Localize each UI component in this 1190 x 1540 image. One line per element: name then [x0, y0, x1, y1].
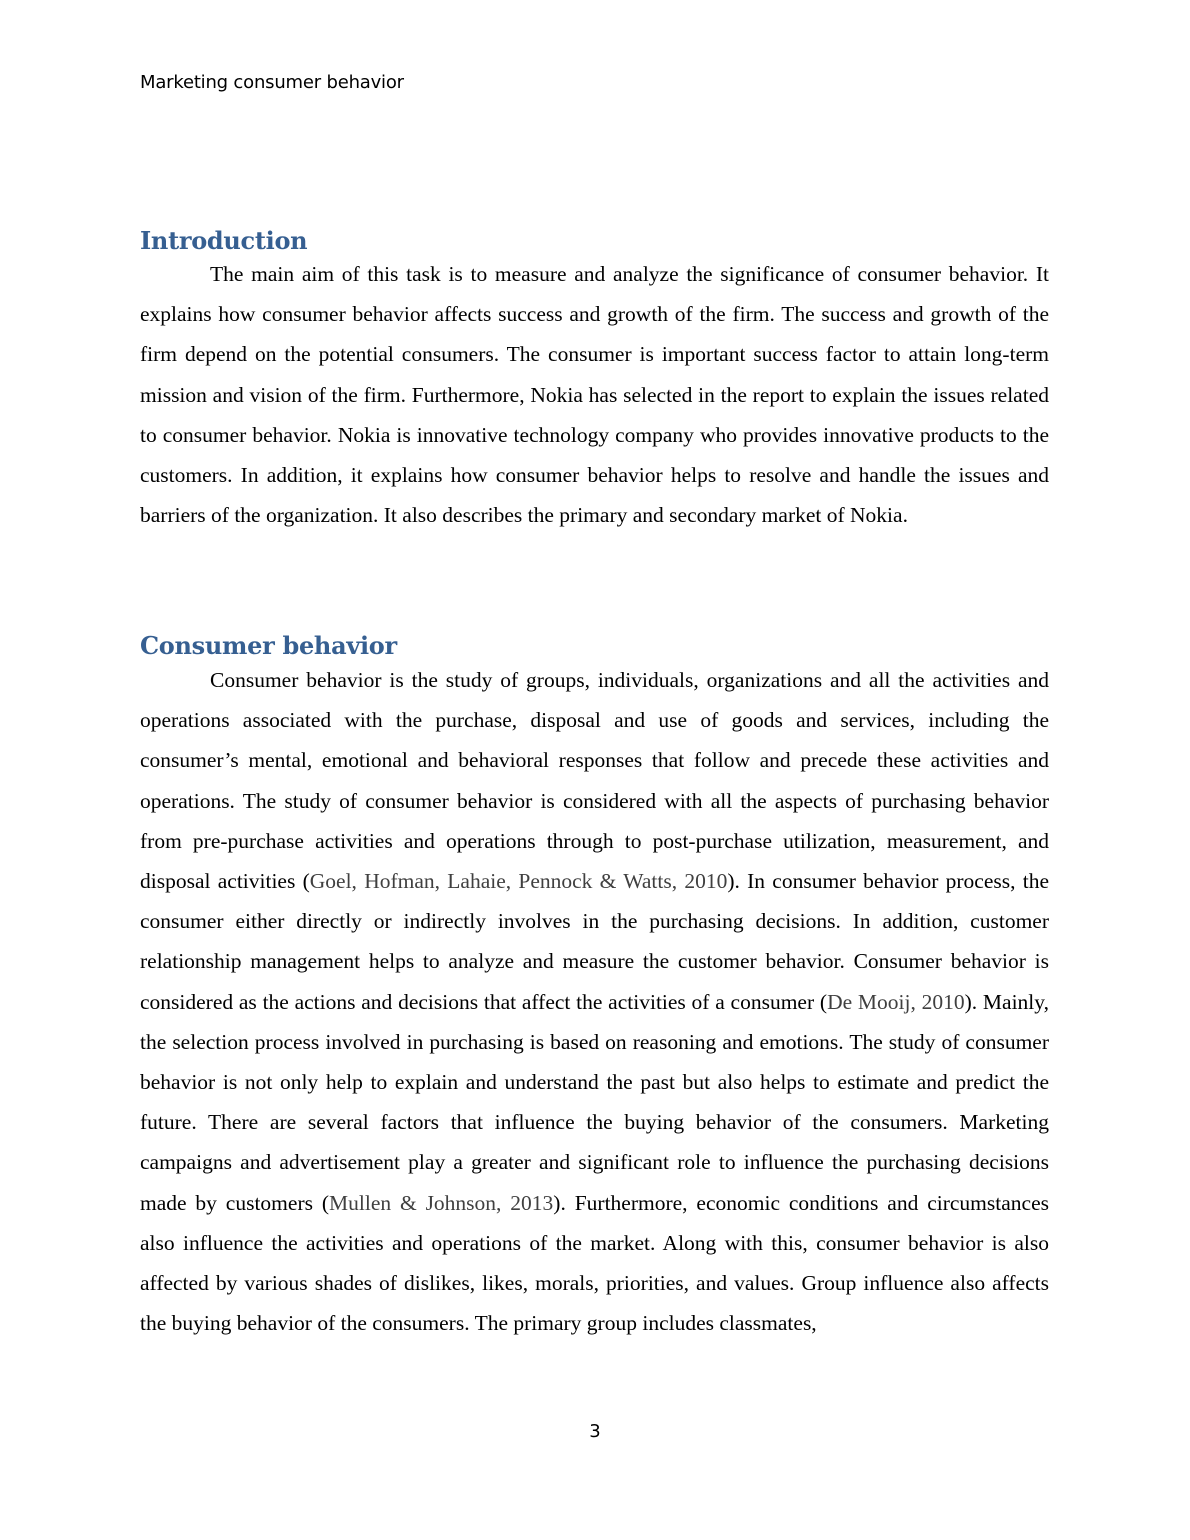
citation-de-mooij-2010: De Mooij, 2010 — [827, 989, 965, 1014]
citation-mullen-johnson-2013: Mullen & Johnson, 2013 — [329, 1190, 554, 1215]
consumer-behavior-text-3: ). Mainly, the selection process involved in purchasing is based on reasoning and emotions. The study of consumer behavior is not only help to explain and understand the past but also helps to estimate and predict the future. There are several factors that influence the buying behavior of the consumers. Marketing campaigns and advertisement play a greater and significant role to influence the purchasing decisions made by customers ( — [140, 989, 1049, 1215]
consumer-behavior-text-2: ). In consumer behavior process, the consumer either directly or indirectly involves in the purchasing decisions. In addition, customer relationship management helps to analyze and measure the customer behavior. Consumer behavior is considered as the actions and decisions that affect the activities of a consumer ( — [140, 869, 1049, 1014]
introduction-paragraph — [140, 254, 1049, 535]
page-number: 3 — [589, 1421, 601, 1442]
introduction-heading: Introduction — [140, 226, 308, 255]
consumer-behavior-text-4: ). Furthermore, economic conditions and circumstances also influence the activities and operations of the market. Along with this, consumer behavior is also affected by various shades of dislikes, likes, morals, priorities, and values. Group influence also affects the buying behavior of the consumers. The primary group includes classmates, — [140, 1190, 1049, 1336]
citation-goel-2010: Goel, Hofman, Lahaie, Pennock & Watts, 2010 — [309, 869, 728, 894]
consumer-behavior-text-1: Consumer behavior is the study of groups, individuals, organizations and all the activities and operations associated with the purchase, disposal and use of goods and services, including the consumer’s mental, emotional and behavioral responses that follow and precede these activities and operations. The study of consumer behavior is considered with all the aspects of purchasing behavior from pre-purchase activities and operations through to post-purchase utilization, measurement, and disposal activities ( — [140, 668, 1049, 894]
introduction-paragraph-text: The main aim of this task is to measure and analyze the significance of consumer behavior. It explains how consumer behavior affects success and growth of the firm. The success and growth of the firm depend on the potential consumers. The consumer is important success factor to attain long-term mission and vision of the firm. Furthermore, Nokia has selected in the report to explain the issues related to consumer behavior. Nokia is innovative technology company who provides innovative products to the customers. In addition, it explains how consumer behavior helps to resolve and handle the issues and barriers of the organization. It also describes the primary and secondary market of Nokia. — [140, 262, 1049, 528]
consumer-behavior-heading: Consumer behavior — [140, 631, 397, 660]
consumer-behavior-paragraph — [140, 660, 1049, 1343]
running-header: Marketing consumer behavior — [140, 72, 404, 93]
